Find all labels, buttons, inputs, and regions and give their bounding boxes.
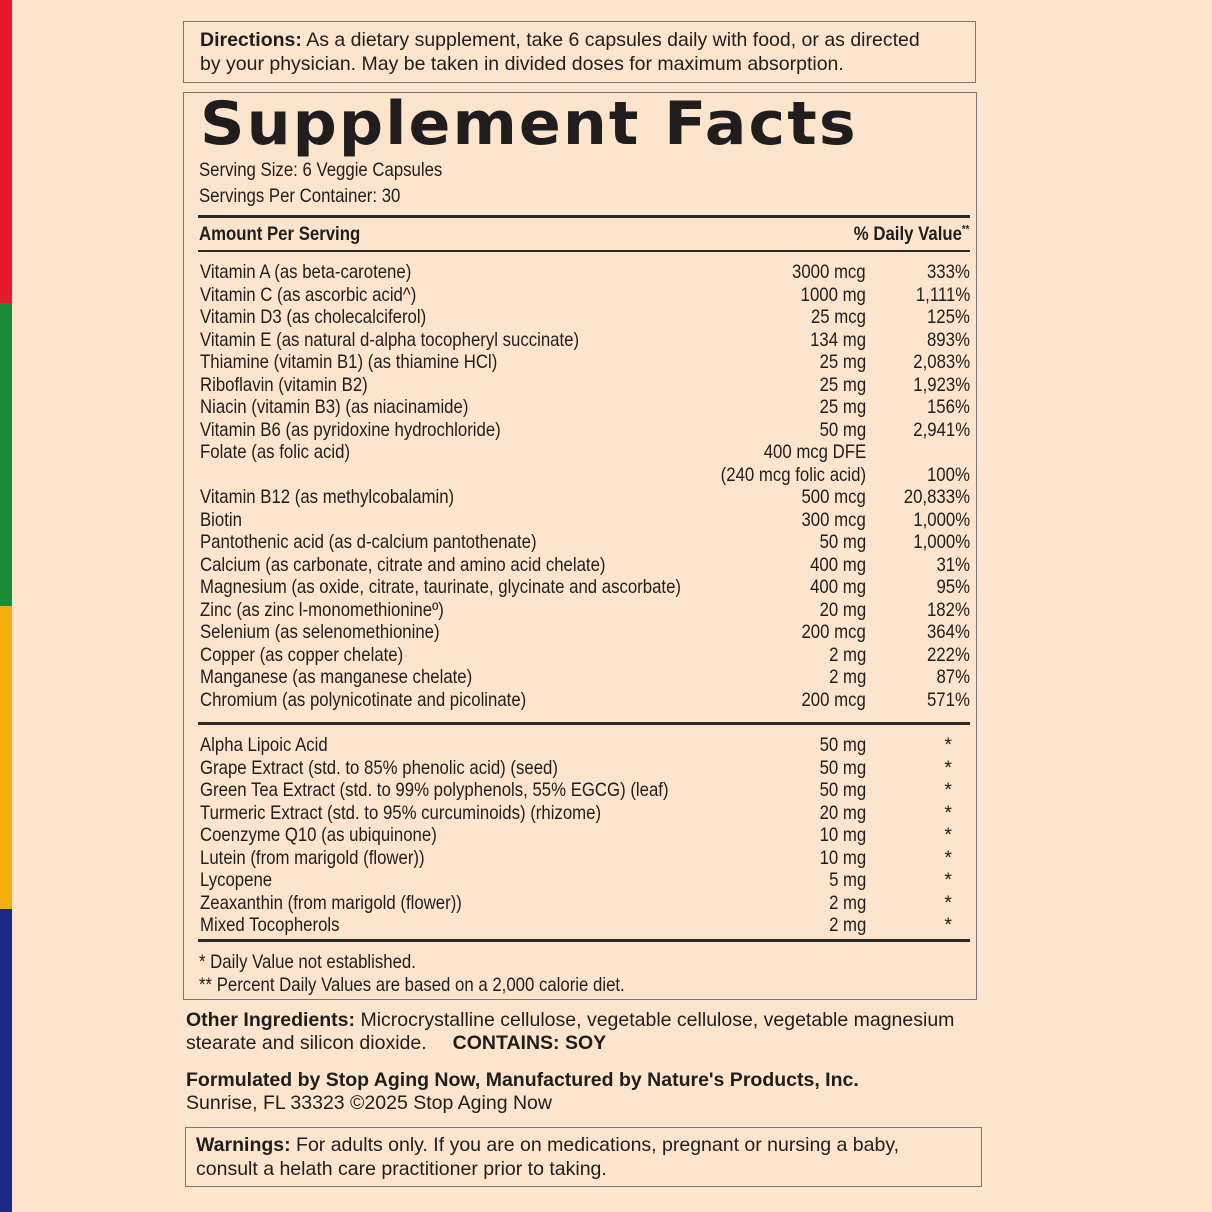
row-amount: 10 mg (819, 824, 866, 846)
nutrient-row (200, 576, 970, 599)
row-daily-value: * (944, 846, 952, 869)
row-name: Manganese (as manganese chelate) (200, 666, 473, 688)
green-stripe (0, 303, 12, 606)
row-name: Selenium (as selenomethionine) (200, 621, 440, 643)
row-amount: 25 mg (819, 373, 866, 396)
row-amount: 200 mcg (801, 688, 866, 711)
row-daily-value: 1,000% (913, 508, 970, 531)
row-daily-value: 182% (927, 598, 970, 621)
row-amount: 400 mcg DFE (763, 441, 866, 463)
row-name: Vitamin E (as natural d-alpha tocopheryl succinate) (200, 328, 580, 351)
row-daily-value: 87% (936, 666, 970, 688)
row-daily-value: 156% (927, 396, 970, 418)
footnote-daily-value: * Daily Value not established. (199, 951, 416, 973)
amount-per-serving-header: Amount Per Serving (199, 223, 361, 245)
row-name: Coenzyme Q10 (as ubiquinone) (200, 824, 437, 846)
ingredient-row (200, 802, 970, 825)
footnotes (199, 951, 694, 996)
red-stripe (0, 0, 12, 303)
ingredient-row (200, 757, 970, 780)
row-daily-value: 1,000% (913, 531, 970, 553)
row-name: Vitamin D3 (as cholecalciferol) (200, 306, 427, 328)
other-ingredients-line-2: stearate and silicon dioxide. (186, 1032, 427, 1054)
row-daily-value: * (944, 891, 952, 914)
nutrient-row (200, 419, 970, 442)
row-amount: 2 mg (828, 914, 866, 936)
row-name: Biotin (200, 508, 242, 531)
nutrient-row (200, 666, 970, 689)
row-amount: 10 mg (819, 846, 866, 869)
nutrient-row (200, 464, 970, 487)
row-daily-value: * (944, 914, 952, 936)
facts-title: Supplement Facts (200, 89, 858, 159)
other-ingredients-line-1: Microcrystalline cellulose, vegetable cellulose, vegetable magnesium (360, 1009, 955, 1031)
row-amount: 400 mg (810, 553, 866, 576)
row-amount: 400 mg (810, 576, 866, 598)
ingredient-row (200, 779, 970, 802)
row-name: Folate (as folic acid) (200, 441, 351, 463)
row-daily-value: 2,941% (913, 418, 970, 441)
warnings-label: Warnings: (196, 1134, 291, 1156)
blue-stripe (0, 909, 12, 1212)
row-daily-value: 125% (927, 306, 970, 328)
manufacturer-line-2: Sunrise, FL 33323 ©2025 Stop Aging Now (186, 1092, 552, 1114)
row-daily-value: 100% (927, 463, 970, 486)
row-name: Zinc (as zinc l-monomethionineº) (200, 598, 444, 621)
ingredient-row (200, 824, 970, 847)
other-ingredients-label: Other Ingredients: (186, 1009, 356, 1031)
row-amount: 1000 mg (800, 283, 866, 306)
row-daily-value: 364% (927, 621, 970, 643)
row-amount: 25 mg (819, 396, 866, 418)
nutrient-row (200, 396, 970, 419)
nutrient-row (200, 644, 970, 667)
serving-size: Serving Size: 6 Veggie Capsules (199, 159, 443, 181)
directions-label: Directions: (200, 29, 302, 51)
row-daily-value: * (944, 869, 952, 891)
row-daily-value: 571% (927, 688, 970, 711)
row-name: Vitamin B6 (as pyridoxine hydrochloride) (200, 418, 501, 441)
nutrient-row (200, 554, 970, 577)
row-amount: 50 mg (819, 418, 866, 441)
manufacturer-section (186, 1069, 859, 1115)
row-name: Chromium (as polynicotinate and picolinate) (200, 688, 527, 711)
other-ingredients-table (200, 734, 970, 937)
yellow-stripe (0, 606, 12, 909)
nutrient-table (200, 261, 970, 711)
row-name: Turmeric Extract (std. to 95% curcuminoids) (rhizome) (200, 801, 602, 824)
servings-per-container: Servings Per Container: 30 (199, 185, 401, 207)
nutrient-row (200, 351, 970, 374)
row-name: Vitamin A (as beta-carotene) (200, 261, 412, 283)
row-amount: 50 mg (819, 734, 866, 756)
color-stripe-bar (0, 0, 12, 1212)
row-daily-value: 1,923% (913, 373, 970, 396)
row-name: Green Tea Extract (std. to 99% polyphenols, 55% EGCG) (leaf) (200, 779, 669, 801)
directions-line-2: by your physician. May be taken in divided doses for maximum absorption. (200, 53, 844, 75)
row-daily-value: * (944, 734, 952, 756)
row-name: Lutein (from marigold (flower)) (200, 846, 425, 869)
row-amount: 50 mg (819, 779, 866, 801)
nutrient-row (200, 599, 970, 622)
row-name: Vitamin B12 (as methylcobalamin) (200, 486, 455, 508)
row-name: Vitamin C (as ascorbic acid^) (200, 283, 417, 306)
header-rule (198, 250, 970, 252)
daily-value-header: % Daily Value** (853, 223, 969, 245)
row-daily-value: * (944, 779, 952, 801)
row-daily-value: 222% (927, 643, 970, 666)
ingredient-row (200, 892, 970, 915)
row-amount: 50 mg (819, 756, 866, 779)
row-amount: 2 mg (828, 643, 866, 666)
row-daily-value: 31% (936, 553, 970, 576)
row-amount: 25 mcg (811, 306, 866, 328)
row-amount: 3000 mcg (792, 261, 866, 283)
bottom-rule (198, 939, 970, 942)
row-amount: 50 mg (819, 531, 866, 553)
row-name: Pantothenic acid (as d-calcium pantothenate) (200, 531, 537, 553)
row-name: Thiamine (vitamin B1) (as thiamine HCl) (200, 351, 498, 373)
row-amount: 2 mg (828, 891, 866, 914)
row-name: Magnesium (as oxide, citrate, taurinate, glycinate and ascorbate) (200, 576, 681, 598)
ingredient-row (200, 734, 970, 757)
row-name: Calcium (as carbonate, citrate and amino acid chelate) (200, 553, 606, 576)
contains-allergen: CONTAINS: SOY (452, 1032, 607, 1054)
warnings-line-2: consult a helath care practitioner prior to taking. (196, 1158, 607, 1180)
row-daily-value: 2,083% (913, 351, 970, 373)
row-amount: 300 mcg (801, 508, 866, 531)
serving-info (199, 157, 482, 209)
row-amount: 200 mcg (801, 621, 866, 643)
nutrient-row (200, 306, 970, 329)
row-name: Alpha Lipoic Acid (200, 734, 328, 756)
row-daily-value: 1,111% (915, 283, 970, 306)
row-amount: 5 mg (828, 869, 866, 891)
row-amount: (240 mcg folic acid) (720, 463, 866, 486)
section-rule (198, 722, 970, 725)
row-daily-value: * (944, 824, 952, 846)
row-amount: 2 mg (828, 666, 866, 688)
directions-box (183, 21, 976, 83)
ingredient-row (200, 914, 970, 937)
thick-rule (198, 215, 970, 218)
ingredient-row (200, 847, 970, 870)
row-amount: 20 mg (819, 598, 866, 621)
row-name: Grape Extract (std. to 85% phenolic acid) (seed) (200, 756, 558, 779)
row-name: Zeaxanthin (from marigold (flower)) (200, 891, 462, 914)
row-name: Mixed Tocopherols (200, 914, 340, 936)
row-amount: 25 mg (819, 351, 866, 373)
row-daily-value: 333% (927, 261, 970, 283)
nutrient-row (200, 374, 970, 397)
other-ingredients-section (186, 1009, 954, 1055)
warnings-box (185, 1127, 982, 1187)
nutrient-row (200, 486, 970, 509)
row-amount: 20 mg (819, 801, 866, 824)
ingredient-row (200, 869, 970, 892)
supplement-facts-panel (183, 89, 977, 1000)
table-header (199, 223, 969, 249)
nutrient-row (200, 509, 970, 532)
row-daily-value: * (944, 801, 952, 824)
warnings-line-1: For adults only. If you are on medications, pregnant or nursing a baby, (296, 1134, 900, 1156)
nutrient-row (200, 621, 970, 644)
row-amount: 134 mg (810, 328, 866, 351)
row-name: Copper (as copper chelate) (200, 643, 404, 666)
row-name: Lycopene (200, 869, 273, 891)
nutrient-row (200, 284, 970, 307)
row-name: Riboflavin (vitamin B2) (200, 373, 368, 396)
nutrient-row (200, 531, 970, 554)
directions-line-1: As a dietary supplement, take 6 capsules daily with food, or as directed (306, 29, 920, 51)
nutrient-row (200, 329, 970, 352)
nutrient-row (200, 261, 970, 284)
row-name: Niacin (vitamin B3) (as niacinamide) (200, 396, 469, 418)
row-daily-value: 893% (927, 328, 970, 351)
row-amount: 500 mcg (801, 486, 866, 508)
row-daily-value: * (944, 756, 952, 779)
manufacturer-line-1: Formulated by Stop Aging Now, Manufactured by Nature's Products, Inc. (186, 1069, 859, 1091)
footnote-percent: ** Percent Daily Values are based on a 2,000 calorie diet. (199, 973, 625, 996)
row-daily-value: 20,833% (903, 486, 970, 508)
row-daily-value: 95% (936, 576, 970, 598)
nutrient-row (200, 689, 970, 712)
nutrient-row (200, 441, 970, 464)
